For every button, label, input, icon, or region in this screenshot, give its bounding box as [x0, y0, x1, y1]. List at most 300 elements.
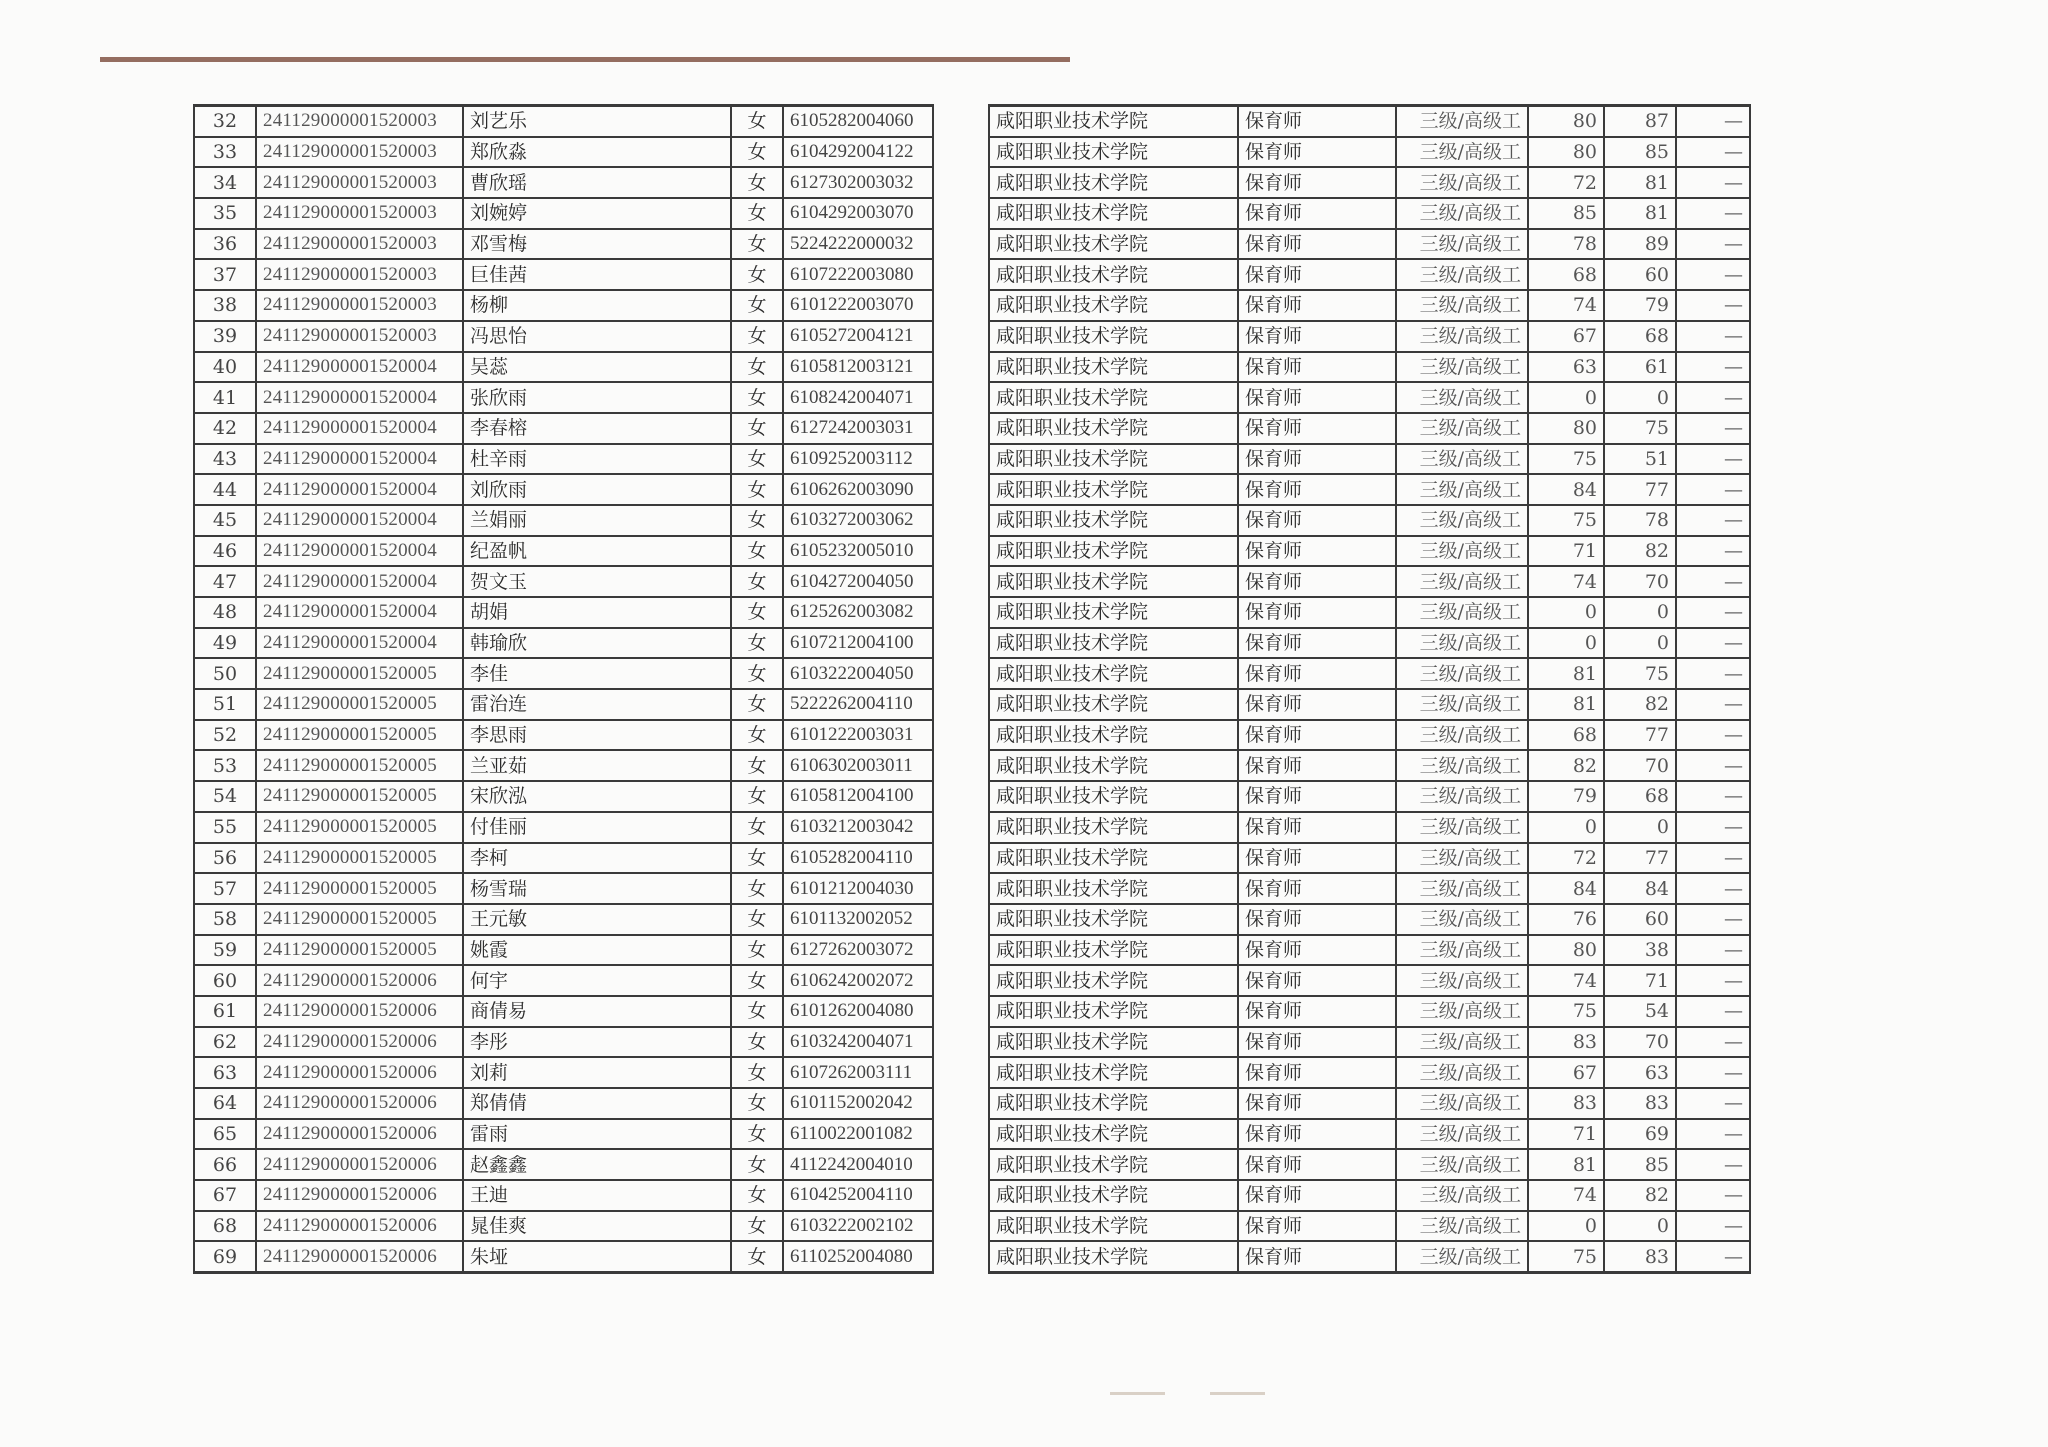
practical-score: 68 [1604, 321, 1676, 352]
candidate-sex: 女 [731, 198, 783, 229]
occupation: 保育师 [1238, 352, 1396, 383]
table-row [194, 106, 1750, 137]
theory-score: 71 [1528, 1119, 1604, 1150]
candidate-name: 吴蕊 [463, 352, 731, 383]
theory-score: 0 [1528, 812, 1604, 843]
column-gap [933, 658, 989, 689]
practical-score: 84 [1604, 873, 1676, 904]
id-card-number: 4112242004010 [783, 1149, 933, 1180]
table-row [194, 352, 1750, 383]
occupation: 保育师 [1238, 1180, 1396, 1211]
school-name: 咸阳职业技术学院 [989, 597, 1238, 628]
row-number: 40 [194, 352, 256, 383]
remark: — [1676, 628, 1750, 659]
occupation: 保育师 [1238, 812, 1396, 843]
id-card-number: 6110022001082 [783, 1119, 933, 1150]
theory-score: 84 [1528, 873, 1604, 904]
practical-score: 83 [1604, 1241, 1676, 1272]
table-row [194, 1211, 1750, 1242]
skill-level: 三级/高级工 [1396, 505, 1528, 536]
skill-level: 三级/高级工 [1396, 413, 1528, 444]
remark: — [1676, 321, 1750, 352]
occupation: 保育师 [1238, 996, 1396, 1027]
row-number: 62 [194, 1027, 256, 1058]
remark: — [1676, 137, 1750, 168]
id-card-number: 6106302003011 [783, 750, 933, 781]
id-card-number: 5222262004110 [783, 689, 933, 720]
exam-id: 241129000001520005 [256, 843, 463, 874]
practical-score: 75 [1604, 658, 1676, 689]
column-gap [933, 597, 989, 628]
school-name: 咸阳职业技术学院 [989, 1027, 1238, 1058]
practical-score: 78 [1604, 505, 1676, 536]
candidate-sex: 女 [731, 904, 783, 935]
column-gap [933, 689, 989, 720]
exam-id: 241129000001520006 [256, 1149, 463, 1180]
remark: — [1676, 198, 1750, 229]
school-name: 咸阳职业技术学院 [989, 1088, 1238, 1119]
id-card-number: 6101212004030 [783, 873, 933, 904]
skill-level: 三级/高级工 [1396, 1180, 1528, 1211]
practical-score: 87 [1604, 106, 1676, 137]
id-card-number: 6103272003062 [783, 505, 933, 536]
exam-id: 241129000001520006 [256, 1057, 463, 1088]
candidate-name: 雷雨 [463, 1119, 731, 1150]
theory-score: 67 [1528, 1057, 1604, 1088]
candidate-sex: 女 [731, 965, 783, 996]
school-name: 咸阳职业技术学院 [989, 1149, 1238, 1180]
candidate-sex: 女 [731, 413, 783, 444]
remark: — [1676, 290, 1750, 321]
exam-id: 241129000001520004 [256, 505, 463, 536]
theory-score: 83 [1528, 1027, 1604, 1058]
column-gap [933, 935, 989, 966]
occupation: 保育师 [1238, 597, 1396, 628]
id-card-number: 6105812003121 [783, 352, 933, 383]
table-row [194, 290, 1750, 321]
occupation: 保育师 [1238, 658, 1396, 689]
column-gap [933, 382, 989, 413]
candidate-sex: 女 [731, 1057, 783, 1088]
column-gap [933, 137, 989, 168]
candidate-name: 刘婉婷 [463, 198, 731, 229]
candidate-sex: 女 [731, 597, 783, 628]
remark: — [1676, 750, 1750, 781]
row-number: 56 [194, 843, 256, 874]
candidate-name: 纪盈帆 [463, 536, 731, 567]
candidate-name: 冯思怡 [463, 321, 731, 352]
candidate-name: 晁佳爽 [463, 1211, 731, 1242]
exam-id: 241129000001520004 [256, 444, 463, 475]
occupation: 保育师 [1238, 689, 1396, 720]
occupation: 保育师 [1238, 628, 1396, 659]
id-card-number: 6104292004122 [783, 137, 933, 168]
column-gap [933, 167, 989, 198]
candidate-sex: 女 [731, 505, 783, 536]
candidate-name: 李思雨 [463, 720, 731, 751]
table-row [194, 413, 1750, 444]
practical-score: 60 [1604, 259, 1676, 290]
row-number: 50 [194, 658, 256, 689]
candidate-name: 何宇 [463, 965, 731, 996]
theory-score: 81 [1528, 1149, 1604, 1180]
practical-score: 0 [1604, 382, 1676, 413]
exam-id: 241129000001520003 [256, 198, 463, 229]
practical-score: 54 [1604, 996, 1676, 1027]
skill-level: 三级/高级工 [1396, 290, 1528, 321]
candidate-name: 兰亚茹 [463, 750, 731, 781]
theory-score: 0 [1528, 1211, 1604, 1242]
remark: — [1676, 413, 1750, 444]
skill-level: 三级/高级工 [1396, 321, 1528, 352]
school-name: 咸阳职业技术学院 [989, 965, 1238, 996]
table-row [194, 1241, 1750, 1272]
exam-id: 241129000001520004 [256, 536, 463, 567]
exam-id: 241129000001520005 [256, 873, 463, 904]
remark: — [1676, 1088, 1750, 1119]
column-gap [933, 1057, 989, 1088]
practical-score: 82 [1604, 689, 1676, 720]
skill-level: 三级/高级工 [1396, 904, 1528, 935]
candidate-sex: 女 [731, 1088, 783, 1119]
skill-level: 三级/高级工 [1396, 259, 1528, 290]
table-row [194, 1088, 1750, 1119]
exam-id: 241129000001520004 [256, 382, 463, 413]
column-gap [933, 781, 989, 812]
table-row [194, 229, 1750, 260]
exam-id: 241129000001520004 [256, 597, 463, 628]
row-number: 49 [194, 628, 256, 659]
remark: — [1676, 444, 1750, 475]
table-row [194, 167, 1750, 198]
theory-score: 63 [1528, 352, 1604, 383]
occupation: 保育师 [1238, 935, 1396, 966]
exam-id: 241129000001520005 [256, 720, 463, 751]
candidate-sex: 女 [731, 628, 783, 659]
remark: — [1676, 1027, 1750, 1058]
candidate-sex: 女 [731, 259, 783, 290]
theory-score: 81 [1528, 658, 1604, 689]
school-name: 咸阳职业技术学院 [989, 106, 1238, 137]
id-card-number: 6107222003080 [783, 259, 933, 290]
column-gap [933, 321, 989, 352]
candidate-sex: 女 [731, 536, 783, 567]
skill-level: 三级/高级工 [1396, 229, 1528, 260]
skill-level: 三级/高级工 [1396, 1088, 1528, 1119]
column-gap [933, 965, 989, 996]
remark: — [1676, 259, 1750, 290]
candidate-name: 付佳丽 [463, 812, 731, 843]
skill-level: 三级/高级工 [1396, 1119, 1528, 1150]
id-card-number: 6106262003090 [783, 474, 933, 505]
school-name: 咸阳职业技术学院 [989, 996, 1238, 1027]
theory-score: 72 [1528, 167, 1604, 198]
skill-level: 三级/高级工 [1396, 1149, 1528, 1180]
theory-score: 80 [1528, 935, 1604, 966]
school-name: 咸阳职业技术学院 [989, 781, 1238, 812]
practical-score: 0 [1604, 597, 1676, 628]
theory-score: 67 [1528, 321, 1604, 352]
id-card-number: 6127242003031 [783, 413, 933, 444]
practical-score: 77 [1604, 843, 1676, 874]
school-name: 咸阳职业技术学院 [989, 352, 1238, 383]
practical-score: 69 [1604, 1119, 1676, 1150]
column-gap [933, 474, 989, 505]
candidate-name: 姚霞 [463, 935, 731, 966]
row-number: 67 [194, 1180, 256, 1211]
exam-id: 241129000001520005 [256, 904, 463, 935]
theory-score: 75 [1528, 996, 1604, 1027]
column-gap [933, 505, 989, 536]
school-name: 咸阳职业技术学院 [989, 413, 1238, 444]
remark: — [1676, 566, 1750, 597]
school-name: 咸阳职业技术学院 [989, 1119, 1238, 1150]
exam-id: 241129000001520004 [256, 566, 463, 597]
remark: — [1676, 720, 1750, 751]
candidate-name: 李柯 [463, 843, 731, 874]
row-number: 45 [194, 505, 256, 536]
skill-level: 三级/高级工 [1396, 996, 1528, 1027]
candidate-sex: 女 [731, 1149, 783, 1180]
candidate-sex: 女 [731, 750, 783, 781]
theory-score: 80 [1528, 137, 1604, 168]
school-name: 咸阳职业技术学院 [989, 321, 1238, 352]
exam-id: 241129000001520003 [256, 167, 463, 198]
table-row [194, 597, 1750, 628]
table-row [194, 812, 1750, 843]
candidate-sex: 女 [731, 720, 783, 751]
practical-score: 70 [1604, 750, 1676, 781]
theory-score: 74 [1528, 1180, 1604, 1211]
school-name: 咸阳职业技术学院 [989, 720, 1238, 751]
row-number: 39 [194, 321, 256, 352]
scan-footer-mark [1210, 1392, 1265, 1395]
candidate-sex: 女 [731, 137, 783, 168]
practical-score: 77 [1604, 474, 1676, 505]
column-gap [933, 566, 989, 597]
table-row [194, 720, 1750, 751]
id-card-number: 5224222000032 [783, 229, 933, 260]
candidate-name: 郑欣淼 [463, 137, 731, 168]
candidate-sex: 女 [731, 843, 783, 874]
theory-score: 74 [1528, 566, 1604, 597]
column-gap [933, 352, 989, 383]
occupation: 保育师 [1238, 167, 1396, 198]
column-gap [933, 229, 989, 260]
occupation: 保育师 [1238, 106, 1396, 137]
exam-id: 241129000001520003 [256, 259, 463, 290]
column-gap [933, 106, 989, 137]
skill-level: 三级/高级工 [1396, 1211, 1528, 1242]
table-row [194, 873, 1750, 904]
skill-level: 三级/高级工 [1396, 843, 1528, 874]
exam-id: 241129000001520005 [256, 812, 463, 843]
remark: — [1676, 781, 1750, 812]
occupation: 保育师 [1238, 382, 1396, 413]
table-row [194, 1149, 1750, 1180]
practical-score: 38 [1604, 935, 1676, 966]
column-gap [933, 996, 989, 1027]
theory-score: 68 [1528, 259, 1604, 290]
skill-level: 三级/高级工 [1396, 382, 1528, 413]
remark: — [1676, 1211, 1750, 1242]
candidate-name: 杨柳 [463, 290, 731, 321]
occupation: 保育师 [1238, 781, 1396, 812]
candidate-sex: 女 [731, 873, 783, 904]
candidate-name: 邓雪梅 [463, 229, 731, 260]
remark: — [1676, 935, 1750, 966]
occupation: 保育师 [1238, 290, 1396, 321]
school-name: 咸阳职业技术学院 [989, 137, 1238, 168]
exam-id: 241129000001520004 [256, 474, 463, 505]
theory-score: 75 [1528, 1241, 1604, 1272]
remark: — [1676, 505, 1750, 536]
exam-id: 241129000001520005 [256, 689, 463, 720]
skill-level: 三级/高级工 [1396, 106, 1528, 137]
theory-score: 72 [1528, 843, 1604, 874]
exam-id: 241129000001520006 [256, 1211, 463, 1242]
column-gap [933, 1119, 989, 1150]
candidate-name: 宋欣泓 [463, 781, 731, 812]
candidate-name: 李春榕 [463, 413, 731, 444]
row-number: 51 [194, 689, 256, 720]
remark: — [1676, 1119, 1750, 1150]
candidate-name: 商倩易 [463, 996, 731, 1027]
column-gap [933, 1149, 989, 1180]
school-name: 咸阳职业技术学院 [989, 750, 1238, 781]
school-name: 咸阳职业技术学院 [989, 382, 1238, 413]
practical-score: 70 [1604, 1027, 1676, 1058]
scan-footer-mark [1110, 1392, 1165, 1395]
remark: — [1676, 904, 1750, 935]
skill-level: 三级/高级工 [1396, 1027, 1528, 1058]
exam-id: 241129000001520006 [256, 1119, 463, 1150]
column-gap [933, 904, 989, 935]
occupation: 保育师 [1238, 1088, 1396, 1119]
skill-level: 三级/高级工 [1396, 689, 1528, 720]
candidate-name: 李彤 [463, 1027, 731, 1058]
candidate-sex: 女 [731, 321, 783, 352]
candidate-name: 刘莉 [463, 1057, 731, 1088]
remark: — [1676, 167, 1750, 198]
candidate-name: 李佳 [463, 658, 731, 689]
skill-level: 三级/高级工 [1396, 1241, 1528, 1272]
id-card-number: 6104272004050 [783, 566, 933, 597]
table-row [194, 1027, 1750, 1058]
candidate-name: 朱垭 [463, 1241, 731, 1272]
exam-id: 241129000001520006 [256, 1027, 463, 1058]
remark: — [1676, 597, 1750, 628]
table-row [194, 843, 1750, 874]
candidate-name: 刘艺乐 [463, 106, 731, 137]
remark: — [1676, 812, 1750, 843]
occupation: 保育师 [1238, 474, 1396, 505]
exam-id: 241129000001520006 [256, 1088, 463, 1119]
candidate-sex: 女 [731, 1211, 783, 1242]
candidate-sex: 女 [731, 382, 783, 413]
school-name: 咸阳职业技术学院 [989, 566, 1238, 597]
practical-score: 81 [1604, 198, 1676, 229]
exam-id: 241129000001520005 [256, 781, 463, 812]
school-name: 咸阳职业技术学院 [989, 1241, 1238, 1272]
id-card-number: 6108242004071 [783, 382, 933, 413]
id-card-number: 6101222003031 [783, 720, 933, 751]
exam-id: 241129000001520003 [256, 137, 463, 168]
practical-score: 60 [1604, 904, 1676, 935]
id-card-number: 6101262004080 [783, 996, 933, 1027]
occupation: 保育师 [1238, 904, 1396, 935]
table-row [194, 1180, 1750, 1211]
exam-id: 241129000001520006 [256, 965, 463, 996]
practical-score: 51 [1604, 444, 1676, 475]
remark: — [1676, 536, 1750, 567]
theory-score: 74 [1528, 290, 1604, 321]
row-number: 43 [194, 444, 256, 475]
skill-level: 三级/高级工 [1396, 536, 1528, 567]
candidate-sex: 女 [731, 1180, 783, 1211]
table-row [194, 1057, 1750, 1088]
table-row [194, 781, 1750, 812]
practical-score: 0 [1604, 628, 1676, 659]
occupation: 保育师 [1238, 1057, 1396, 1088]
candidate-sex: 女 [731, 566, 783, 597]
practical-score: 89 [1604, 229, 1676, 260]
row-number: 48 [194, 597, 256, 628]
column-gap [933, 1027, 989, 1058]
candidate-sex: 女 [731, 812, 783, 843]
occupation: 保育师 [1238, 198, 1396, 229]
column-gap [933, 628, 989, 659]
school-name: 咸阳职业技术学院 [989, 259, 1238, 290]
candidate-name: 巨佳茜 [463, 259, 731, 290]
row-number: 47 [194, 566, 256, 597]
column-gap [933, 750, 989, 781]
table-row [194, 566, 1750, 597]
occupation: 保育师 [1238, 566, 1396, 597]
row-number: 53 [194, 750, 256, 781]
id-card-number: 6105282004060 [783, 106, 933, 137]
school-name: 咸阳职业技术学院 [989, 689, 1238, 720]
exam-id: 241129000001520005 [256, 935, 463, 966]
occupation: 保育师 [1238, 843, 1396, 874]
table-row [194, 628, 1750, 659]
skill-level: 三级/高级工 [1396, 750, 1528, 781]
occupation: 保育师 [1238, 873, 1396, 904]
row-number: 33 [194, 137, 256, 168]
table-row [194, 750, 1750, 781]
theory-score: 81 [1528, 689, 1604, 720]
id-card-number: 6101132002052 [783, 904, 933, 935]
row-number: 58 [194, 904, 256, 935]
id-card-number: 6109252003112 [783, 444, 933, 475]
candidate-sex: 女 [731, 1241, 783, 1272]
row-number: 60 [194, 965, 256, 996]
row-number: 65 [194, 1119, 256, 1150]
practical-score: 77 [1604, 720, 1676, 751]
skill-level: 三级/高级工 [1396, 873, 1528, 904]
table-row [194, 536, 1750, 567]
candidate-name: 曹欣瑶 [463, 167, 731, 198]
theory-score: 80 [1528, 413, 1604, 444]
column-gap [933, 444, 989, 475]
id-card-number: 6101152002042 [783, 1088, 933, 1119]
occupation: 保育师 [1238, 536, 1396, 567]
candidate-name: 刘欣雨 [463, 474, 731, 505]
id-card-number: 6103242004071 [783, 1027, 933, 1058]
remark: — [1676, 106, 1750, 137]
candidate-sex: 女 [731, 658, 783, 689]
row-number: 41 [194, 382, 256, 413]
